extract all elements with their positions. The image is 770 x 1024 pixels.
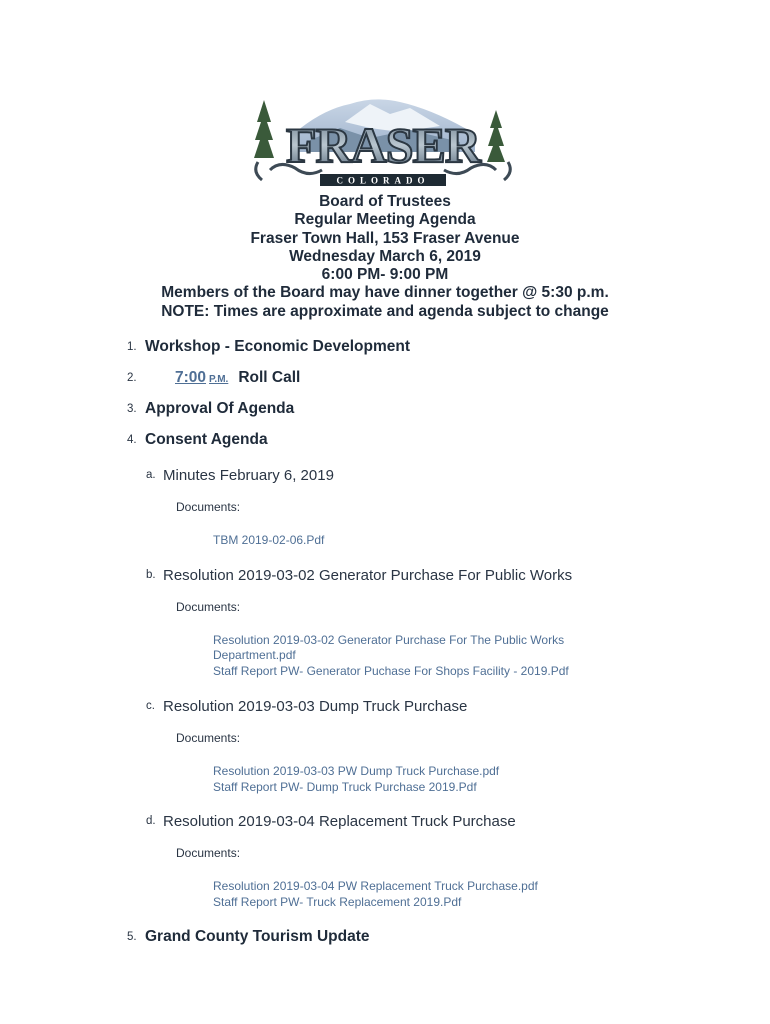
- documents-label: Documents:: [176, 731, 241, 745]
- document-link[interactable]: Staff Report PW- Truck Replacement 2019.Pdf: [213, 895, 462, 909]
- item-letter: c.: [146, 700, 155, 712]
- item-title: Grand County Tourism Update: [145, 928, 370, 945]
- meeting-header: [0, 193, 770, 321]
- item-title: Resolution 2019-03-04 Replacement Truck Purchase: [163, 813, 516, 830]
- document-link[interactable]: Resolution 2019-03-04 PW Replacement Truck Purchase.pdf: [213, 879, 538, 893]
- fraser-colorado-logo: [250, 92, 516, 190]
- documents-label: Documents:: [176, 500, 241, 514]
- document-link[interactable]: Department.pdf: [213, 648, 296, 662]
- header-line-note: NOTE: Times are approximate and agenda subject to change: [161, 302, 609, 320]
- item-title: Resolution 2019-03-03 Dump Truck Purchase: [163, 698, 468, 715]
- document-link[interactable]: TBM 2019-02-06.Pdf: [213, 533, 325, 547]
- documents-label: Documents:: [176, 846, 241, 860]
- item-title: Workshop - Economic Development: [145, 338, 410, 355]
- documents-label: Documents:: [176, 600, 241, 614]
- document-link[interactable]: Resolution 2019-03-02 Generator Purchase For The Public Works: [213, 633, 565, 647]
- item-number: 5.: [127, 931, 137, 943]
- document-link[interactable]: Staff Report PW- Dump Truck Purchase 2019.Pdf: [213, 780, 477, 794]
- header-line-date: Wednesday March 6, 2019: [289, 247, 481, 265]
- header-line-agenda: Regular Meeting Agenda: [294, 211, 476, 229]
- header-line-location: Fraser Town Hall, 153 Fraser Avenue: [250, 229, 520, 247]
- document-link[interactable]: Staff Report PW- Generator Puchase For Shops Facility - 2019.Pdf: [213, 664, 569, 678]
- item-title: Minutes February 6, 2019: [163, 467, 334, 484]
- header-line-dinner: Members of the Board may have dinner together @ 5:30 p.m.: [161, 284, 609, 302]
- item-title: Consent Agenda: [145, 431, 268, 448]
- item-number: 2.: [127, 372, 137, 384]
- header-line-board: Board of Trustees: [319, 193, 451, 210]
- item-letter: b.: [146, 569, 156, 581]
- item-letter: d.: [146, 815, 156, 827]
- item-title: Roll Call: [238, 369, 301, 386]
- header-line-time: 6:00 PM- 9:00 PM: [321, 266, 449, 284]
- item-title: Resolution 2019-03-02 Generator Purchase For Public Works: [163, 567, 573, 584]
- svg-text:COLORADO: COLORADO: [336, 175, 430, 186]
- document-link[interactable]: Resolution 2019-03-03 PW Dump Truck Purchase.pdf: [213, 764, 500, 778]
- item-number: 4.: [127, 434, 137, 446]
- item-number: 3.: [127, 403, 137, 415]
- item-number: 1.: [127, 341, 137, 353]
- pm-link[interactable]: P.M.: [209, 374, 229, 385]
- item-title: Approval Of Agenda: [145, 400, 295, 417]
- svg-text:FRASER: FRASER: [285, 117, 481, 173]
- item-letter: a.: [146, 469, 156, 481]
- time-link[interactable]: 7:00: [175, 369, 207, 386]
